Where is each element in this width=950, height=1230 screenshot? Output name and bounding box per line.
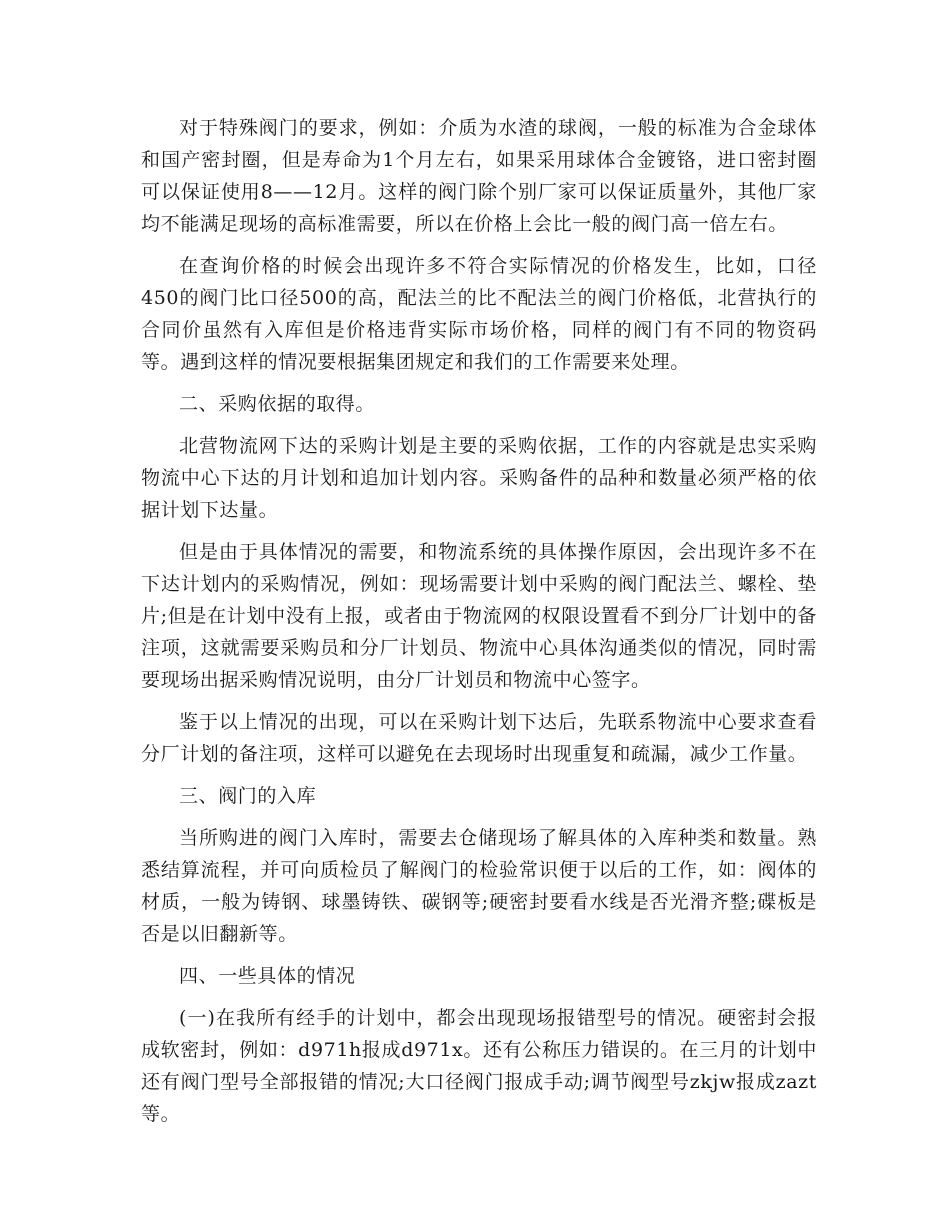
paragraph-price-inquiry: 在查询价格的时候会出现许多不符合实际情况的价格发生，比如，口径450的阀门比口径500的高，配法兰的比不配法兰的阀门价格低，北营执行的合同价虽然有入库但是价格违背实际市场价格，同样的阀门有不同的物资码等。遇到这样的情况要根据集团规定和我们的工作需要来处理。: [141, 255, 817, 373]
paragraph-procurement-plan: 北营物流网下达的采购计划是主要的采购依据，工作的内容就是忠实采购物流中心下达的月计划和追加计划内容。采购备件的品种和数量必须严格的依据计划下达量。: [141, 435, 817, 521]
section-heading-4: 四、一些具体的情况: [179, 965, 356, 987]
paragraph-warehouse-entry: 当所购进的阀门入库时，需要去仓储现场了解具体的入库种类和数量。熟悉结算流程，并可向质检员了解阀门的检验常识便于以后的工作，如：阀体的材质，一般为铸钢、球墨铸铁、碳钢等;硬密封要看水线是否光滑齐整;碟板是否是以旧翻新等。: [141, 827, 817, 945]
paragraph-special-valve-requirements: 对于特殊阀门的要求，例如：介质为水渣的球阀，一般的标准为合金球体和国产密封圈，但是寿命为1个月左右，如果采用球体合金镀铬，进口密封圈可以保证使用8——12月。这样的阀门除个别厂家可以保证质量外，其他厂家均不能满足现场的高标准需要，所以在价格上会比一般的阀门高一倍左右。: [141, 117, 817, 235]
document-body: [141, 112, 817, 1140]
paragraph-unplanned-procurement: 但是由于具体情况的需要，和物流系统的具体操作原因，会出现许多不在下达计划内的采购情况，例如：现场需要计划中采购的阀门配法兰、螺栓、垫片;但是在计划中没有上报，或者由于物流网的权限设置看不到分厂计划中的备注项，这就需要采购员和分厂计划员、物流中心具体沟通类似的情况，同时需要现场出据采购情况说明，由分厂计划员和物流中心签字。: [141, 541, 817, 691]
paragraph-model-errors: (一)在我所有经手的计划中，都会出现现场报错型号的情况。硬密封会报成软密封，例如：d971h报成d971x。还有公称压力错误的。在三月的计划中还有阀门型号全部报错的情况;大口径阀门报成手动;调节阀型号zkjw报成zazt等。: [141, 1007, 817, 1125]
section-heading-3: 三、阀门的入库: [179, 785, 317, 807]
section-heading-2: 二、采购依据的取得。: [179, 393, 376, 415]
paragraph-check-remarks: 鉴于以上情况的出现，可以在采购计划下达后，先联系物流中心要求查看分厂计划的备注项，这样可以避免在去现场时出现重复和疏漏，减少工作量。: [141, 711, 817, 765]
